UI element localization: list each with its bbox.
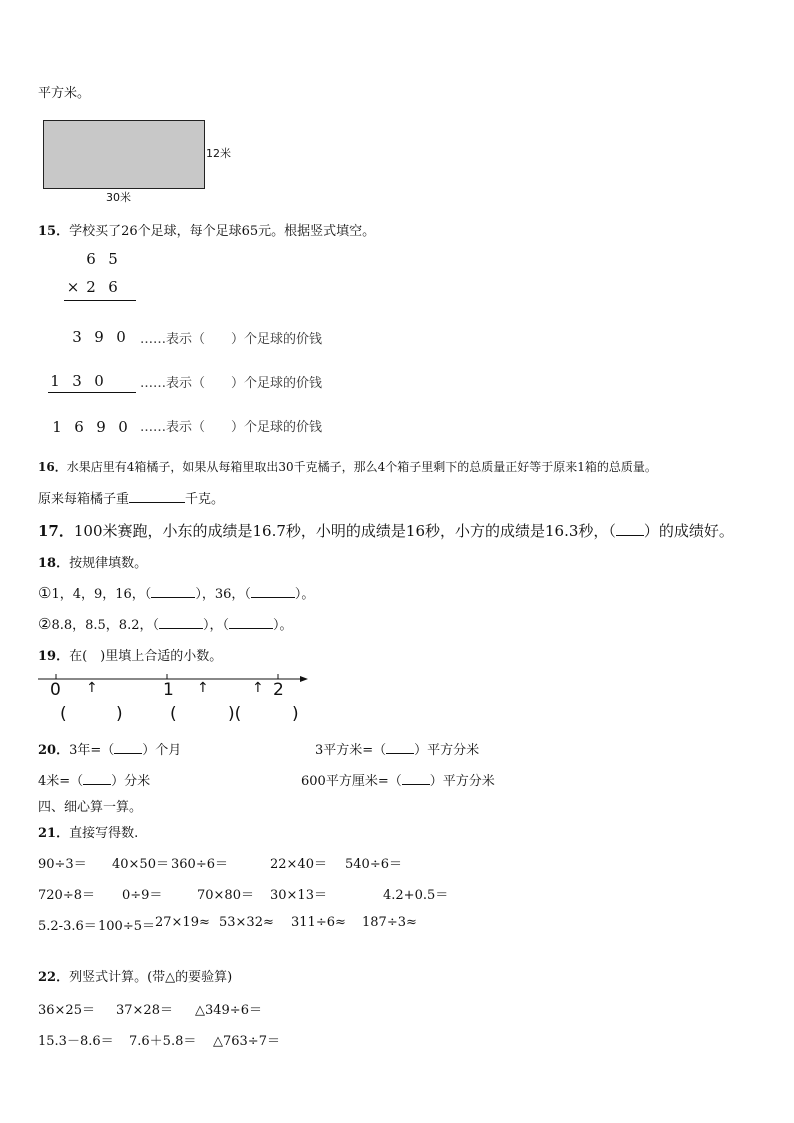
q21-r2-c1: 720÷8＝ xyxy=(38,888,95,903)
q20-blank-a[interactable] xyxy=(114,739,142,754)
q15-rule-1 xyxy=(64,300,136,301)
q18-seq1-blank-2[interactable] xyxy=(251,583,295,598)
q20-item-d: 600平方厘米=（ ）平方分米 xyxy=(301,770,495,789)
q18-sequence-2: ②8.8，8.5，8.2，（ ），（ ）。 xyxy=(38,615,293,633)
tick-label-2: 2 xyxy=(273,680,284,700)
q21-r3-c3: 27×19≈ xyxy=(155,915,210,930)
q21-r3-c6: 187÷3≈ xyxy=(362,915,417,930)
q21-r1-c5: 540÷6＝ xyxy=(345,857,402,872)
q22-r1-c1: 36×25＝ xyxy=(38,1003,95,1018)
q21-r1-c3: 360÷6＝ xyxy=(171,857,228,872)
q15-number: 15． xyxy=(38,224,70,239)
q18-seq2-blank-1[interactable] xyxy=(159,614,203,629)
tick-label-1: 1 xyxy=(163,680,174,700)
number-line-arrowhead xyxy=(300,676,308,682)
q21-r1-c1: 90÷3＝ xyxy=(38,857,87,872)
question-17: 17．100米赛跑，小东的成绩是16.7秒，小明的成绩是16秒，小方的成绩是16.3秒，（ ）的成绩好。 xyxy=(38,522,734,540)
paren-close-open: )( xyxy=(228,704,242,724)
q15-row-1-digits: 3 9 0 xyxy=(72,328,126,346)
q15-row-2-note: ……表示（ ）个足球的价钱 xyxy=(140,376,323,391)
q15-row-3-note: ……表示（ ）个足球的价钱 xyxy=(140,420,323,435)
question-16-line-2: 原来每箱橘子重 千克。 xyxy=(38,488,224,507)
paren-open-1: ( xyxy=(60,704,67,724)
question-21: 21．直接写得数. xyxy=(38,826,139,841)
q16-answer-blank[interactable] xyxy=(129,488,185,503)
q20-item-b: 3平方米=（ ）平方分米 xyxy=(315,739,479,758)
q21-r2-c3: 70×80＝ xyxy=(197,888,254,903)
q15-rule-2 xyxy=(48,392,136,393)
paren-close-3: ) xyxy=(292,704,299,724)
number-line xyxy=(36,668,312,696)
q15-text: 学校买了26个足球，每个足球65元。根据竖式填空。 xyxy=(69,224,376,239)
paren-open-2: ( xyxy=(170,704,177,724)
q22-r2-c1: 15.3－8.6＝ xyxy=(38,1034,114,1049)
q22-r2-c2: 7.6＋5.8＝ xyxy=(129,1034,197,1049)
q21-r2-c4: 30×13＝ xyxy=(270,888,327,903)
q20-item-a: 20．3年=（ ）个月 xyxy=(38,739,181,758)
arrow-2-icon: ↑ xyxy=(197,680,209,696)
q15-multiplier: × 2 6 xyxy=(66,278,118,296)
question-22: 22．列竖式计算。(带△的要验算) xyxy=(38,970,233,985)
q17-answer-blank[interactable] xyxy=(616,521,644,536)
q20-item-c: 4米=（ ）分米 xyxy=(38,770,150,789)
arrow-1-icon: ↑ xyxy=(86,680,98,696)
header-fragment: 平方米。 xyxy=(38,86,91,101)
q15-multiplicand: 6 5 xyxy=(86,250,118,268)
q21-r3-c5: 311÷6≈ xyxy=(291,915,346,930)
question-19: 19．在( )里填上合适的小数。 xyxy=(38,649,223,664)
q18-sequence-1: ①1，4，9，16，（ ），36，（ ）。 xyxy=(38,584,315,602)
q21-r3-c2: 100÷5＝ xyxy=(98,919,155,934)
q21-r1-c2: 40×50＝ xyxy=(112,857,169,872)
q21-r2-c5: 4.2+0.5＝ xyxy=(383,888,449,903)
rect-height-label: 12米 xyxy=(206,147,231,160)
question-18: 18．按规律填数。 xyxy=(38,556,148,571)
rectangle-figure xyxy=(43,120,205,189)
tick-label-0: 0 xyxy=(50,680,61,700)
section-4-heading: 四、细心算一算。 xyxy=(38,800,143,815)
arrow-3-icon: ↑ xyxy=(252,680,264,696)
q15-row-3-digits: 1 6 9 0 xyxy=(52,418,128,436)
q21-r3-c1: 5.2-3.6＝ xyxy=(38,919,97,934)
q20-blank-b[interactable] xyxy=(386,739,414,754)
paren-close-1: ) xyxy=(116,704,123,724)
q21-r3-c4: 53×32≈ xyxy=(219,915,274,930)
q15-row-1-note: ……表示（ ）个足球的价钱 xyxy=(140,332,323,347)
q20-blank-c[interactable] xyxy=(83,770,111,785)
q22-r1-c2: 37×28＝ xyxy=(116,1003,173,1018)
q21-r1-c4: 22×40＝ xyxy=(270,857,327,872)
rect-width-label: 30米 xyxy=(106,191,131,204)
q18-seq2-blank-2[interactable] xyxy=(229,614,273,629)
q20-blank-d[interactable] xyxy=(402,770,430,785)
q18-seq1-blank-1[interactable] xyxy=(151,583,195,598)
q15-row-2-digits: 1 3 0 xyxy=(50,372,104,390)
question-16-line-1: 16．水果店里有4箱橘子，如果从每箱里取出30千克橘子，那么4个箱子里剩下的总质量正好等于原来1箱的总质量。 xyxy=(38,460,657,474)
q22-r2-c3: △763÷7＝ xyxy=(213,1034,280,1049)
question-15 xyxy=(38,220,375,239)
q22-r1-c3: △349÷6＝ xyxy=(195,1003,262,1018)
q21-r2-c2: 0÷9＝ xyxy=(122,888,163,903)
